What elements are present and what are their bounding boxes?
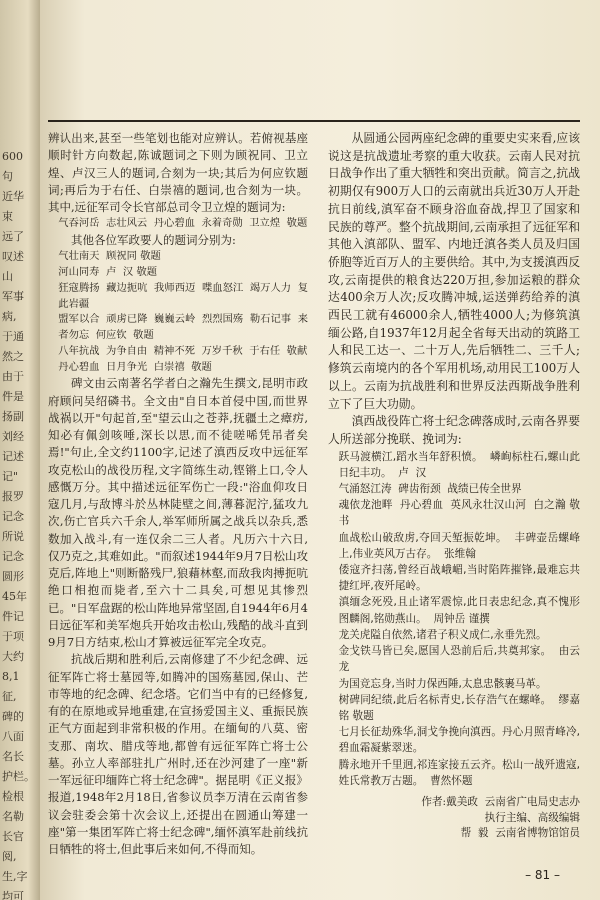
prev-page-fragment: 远了	[2, 230, 24, 243]
prev-page-fragment: 600	[2, 150, 23, 163]
prev-page-fragment: 军事	[2, 290, 24, 303]
author-line-2: 帮 毅 云南省博物馆馆员	[460, 827, 580, 840]
prev-page-fragment: 然之	[2, 350, 24, 363]
prev-page-fragment: 8,1	[2, 670, 20, 683]
inscription: 河山同寿 卢 汉 敬题	[58, 266, 158, 278]
prev-page-fragment: 山	[2, 270, 13, 283]
paragraph: 从圆通公园两座纪念碑的重要史实来看,应该说这是抗战遗址考察的重大收获。云南人民对抗日战争作出了重大牺牲和突出贡献。简言之,抗战初期仅有900万人口的云南就出兵近30万人开赴抗日前线,滇军奋不顾身浴血奋战,捍卫了国家和民族的尊严。整个抗战期间,云南承担了远征军和其他入滇部队、盟军、内地迁滇各类人员及归国侨胞等近百万人的主要供给。其中,为支援滇西反攻,云南提供的粮食达220万担,参加运粮的群众达400余万人次;反攻腾冲城,运送弹药给养的滇西民工就有46000余人,牺牲4000人;为修筑滇缅公路,自1937年12月起全省每天出动的筑路工人和民工达一、二十万人,先后牺牲二、三千人;修筑云南境内的各个军用机场,动用民工100万人以上。云南为抗战胜利和世界反法西斯战争胜利立下了巨大功勋。	[328, 131, 580, 411]
prev-page-fragment: 所说	[2, 530, 24, 543]
page-number: – 81 –	[525, 868, 560, 882]
prev-page-fragment: 件是	[2, 390, 24, 403]
couplet: 血战松山破敌虏,夺回天堑振乾坤。 丰碑壶岳螺峰上,伟业英风万古存。 张维翰	[338, 531, 580, 560]
prev-page-fragment: 叹述	[2, 250, 24, 263]
couplet: 倭寇齐扫荡,曾经百战峨嵋,当时陷阵摧锋,最难忘共捷红坪,夜歼尾岭。	[338, 564, 580, 593]
prev-page-fragment: 束	[2, 210, 13, 223]
prev-page-fragment: 长官	[2, 830, 24, 843]
prev-page-fragment: 由于	[2, 370, 24, 383]
prev-page-fragment: 大约	[2, 650, 24, 663]
prev-page-fragment: 八面	[2, 730, 24, 743]
paragraph: 辨认出来,甚至一些笔划也能对应辨认。若俯视基座顺时针方向数起,陈诚题词之下则为顾祝同、卫立煌、卢汉三人的题词,合刻为一块;其后为何应钦题词;再后为于右任、白崇禧的题词,也合刻为一块。其中,远征军司令长官部总司令卫立煌的题词为:	[48, 131, 308, 214]
prev-page-fragment: 近华	[2, 190, 24, 203]
prev-page-fragment: 碑的	[2, 710, 24, 723]
prev-page-fragment: 均可	[2, 890, 24, 900]
inscription: 丹心碧血 日月争光 白崇禧 敬题	[58, 360, 212, 373]
header-rule	[48, 120, 580, 122]
right-column	[328, 130, 580, 842]
prev-page-fragment: 记念	[2, 510, 24, 523]
previous-page-edge	[0, 0, 40, 900]
author-line: 作者:戴美政 云南省广电局史志办	[421, 795, 580, 808]
prev-page-fragment: 检根	[2, 790, 24, 803]
couplet: 腾永地开千里迥,祁连家接五云齐。松山一战歼遗寇,姓氏常教万古题。 曹然怀题	[338, 758, 580, 787]
author-title: 执行主编、高级编辑	[484, 811, 580, 824]
prev-page-fragment: 于项	[2, 630, 24, 643]
prev-page-fragment: 扬副	[2, 410, 24, 423]
couplet: 魂依龙池畔 丹心碧血 英风永壮汉山河 白之瀚 敬书	[338, 499, 580, 528]
prev-page-fragment: 记念	[2, 550, 24, 563]
couplet: 气涌怒江涛 碑齿衔颈 战绩已传全世界	[338, 483, 522, 496]
paragraph: 碑文由云南著名学者白之瀚先生撰文,昆明市政府顾问吴绍磷书。全文由"自日本首侵中国,而世界战祸以开"句起首,至"望云山之苍莽,抚疆土之瘴疠,知必有佩剑咳唾,深长以思,而不徒嗟唏凭吊者矣焉!"句止,全文约1100字,记述了滇西反攻中远征军攻克松山的战役历程,文字简练生动,铿锵上口,令人感慨万分。其中描述远征军伤亡一段:"浴血仰攻日寇几月,与敌博斗於丛林陡壁之间,薄暮泥泞,猛攻九次,伤亡官兵六千余人,举军师所属之战兵以杂兵,悉数加入战斗,有一连仅余二三人者。凡历六十六日,仅乃克之,其难如此。"而叙述1944年9月7日松山攻克后,阵地上"则断骼残尸,狼藉林壑,而敌我肉搏扼吭绝口相抱而毙者,至六十二具矣,可想见其惨烈已。"日军盘踞的松山阵地异常坚固,自1944年6月4日远征军和美军炮兵开始攻击松山,残酷的战斗直到9月7日方结束,松山才算被远征军完全攻克。	[48, 376, 308, 649]
prev-page-fragment: 记述	[2, 450, 24, 463]
paragraph: 抗战后期和胜利后,云南修建了不少纪念碑、远征军阵亡将士墓园等,如腾冲的国殇墓园,保山、芒市等地的纪念碑、纪念塔。它们当中有的已经修复,有的在原地或异地重建,在宣扬爱国主义、重振民族正气方面起到非常积极的作用。在缅甸的八莫、密支那、南坎、腊戌等地,都曾有远征军阵亡将士公墓。孙立人率部驻扎广州时,还在沙河建了一座"新一军远征印缅阵亡将士纪念碑"。据昆明《正义报》报道,1948年2月18日,省参议员李万清在云南省参议会驻委会第十次会议上,还提出在圆通山筹建一座"第一集团军阵亡将士纪念碑",缅怀滇军赴前线抗日牺牲的将士,但此事后来如何,不得而知。	[48, 652, 308, 856]
prev-page-fragment: 名长	[2, 750, 24, 763]
couplet: 金戈铁马皆已矣,愿国人恐前后后,共奠邦家。 由云龙	[338, 645, 580, 674]
inscription: 盟军以合 顽虏已降 巍巍云岭 烈烈国殇 勒石记事 来者勿忘 何应钦 敬题	[58, 313, 308, 341]
prev-page-fragment: 记"	[2, 470, 19, 483]
prev-page-fragment: 件记	[2, 610, 24, 623]
document-page	[40, 0, 600, 900]
prev-page-fragment: 刘经	[2, 430, 24, 443]
prev-page-fragment: 征,	[2, 690, 17, 703]
paragraph: 滇西战役阵亡将士纪念碑落成时,云南各界要人所送部分挽联、挽词为:	[328, 414, 580, 446]
couplet: 七月长征劫殊华,洞戈争挽向滇西。丹心月照青峰冷,碧血霜凝紫翠迷。	[338, 726, 580, 755]
prev-page-fragment: 护栏。	[2, 770, 35, 783]
prev-page-fragment: 圆形	[2, 570, 24, 583]
couplet: 龙关虎隘自依然,诸君子积义成仁,永垂先烈。	[338, 628, 547, 641]
prev-page-fragment: 名勒	[2, 810, 24, 823]
prev-page-fragment: 45年	[2, 590, 27, 603]
couplet: 跃马渡横江,蹈水当年舒积愤。 嶙峋标柱石,螺山此日纪丰功。 卢 汉	[338, 450, 580, 479]
inscription: 气吞河岳 志壮风云 丹心碧血 永着奇勋 卫立煌 敬题	[58, 217, 308, 230]
couplet: 为国竞忘身,当时力保西陲,太息忠骸裹马革。	[338, 677, 547, 690]
inscription: 狂寇腾扬 藏边扼吭 我师西迈 喋血怒江 竭万人力 复此岩疆	[58, 281, 308, 310]
inscription: 气壮南天 顾祝同 敬题	[58, 250, 161, 263]
couplet: 滇缅念死殁,且止诸军震惊,此日表忠纪念,真不愧形图麟阁,铭勋燕山。 周钟岳 谨撰	[338, 596, 580, 625]
prev-page-fragment: 报罗	[2, 490, 24, 503]
prev-page-fragment: 阅,	[2, 850, 17, 863]
prev-page-fragment: 句	[2, 170, 13, 183]
prev-page-fragment: 于通	[2, 330, 24, 343]
prev-page-fragment: 病,	[2, 310, 17, 323]
couplet: 树碑同纪绩,此后名标青史,长存浩气在螺峰。 缪嘉铭 敬题	[338, 693, 580, 722]
inscription: 八年抗战 为争自由 精神不死 万岁千秋 于右任 敬献	[58, 344, 308, 357]
paragraph: 其他各位军政要人的题词分别为:	[71, 233, 236, 247]
left-column	[48, 130, 308, 858]
prev-page-fragment: 生,字	[2, 870, 28, 883]
